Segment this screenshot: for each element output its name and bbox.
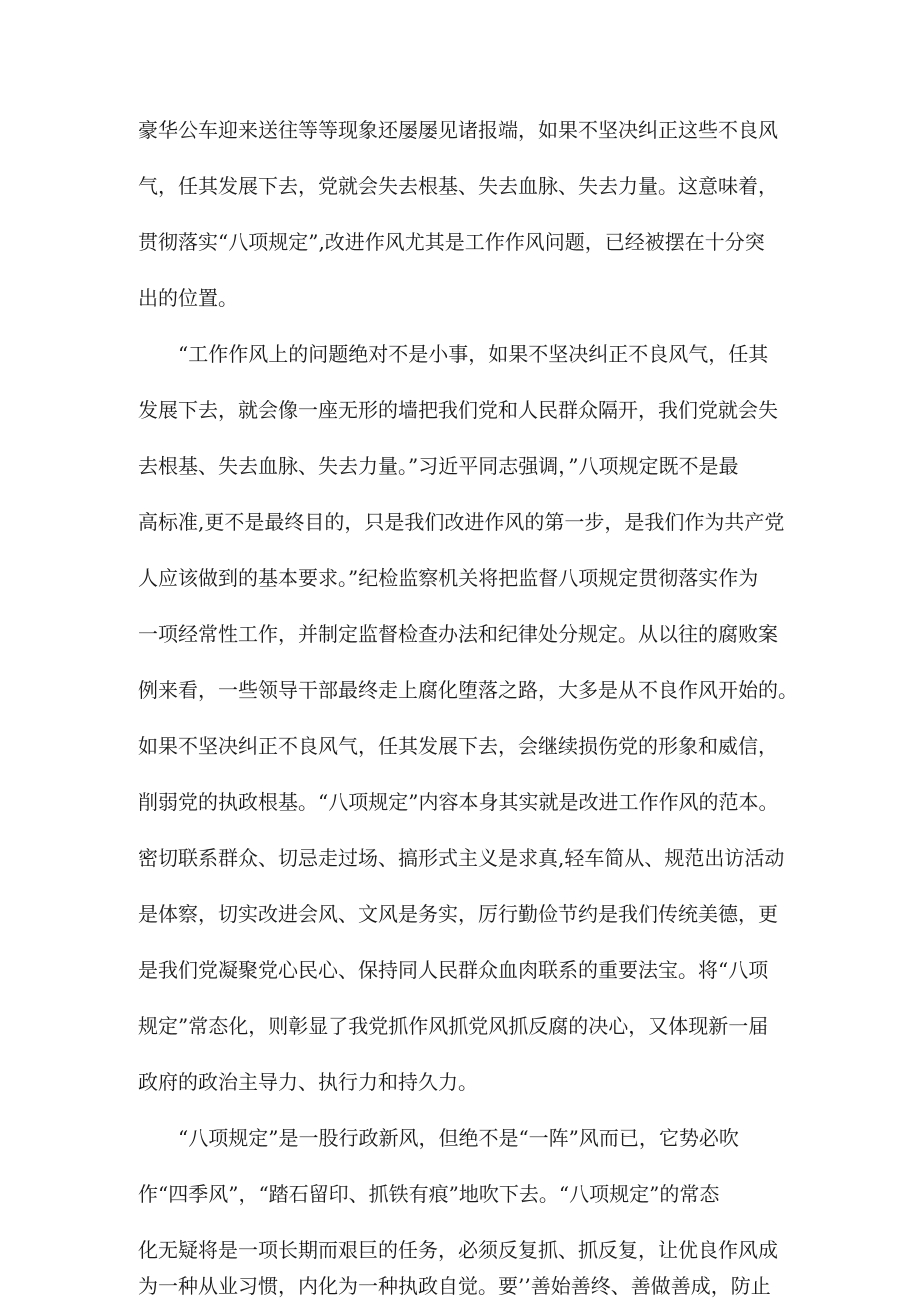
text-line: 削弱党的执政根基。“八项规定”内容本身其实就是改进工作作风的范本。 (138, 790, 779, 814)
text-line: 去根基、失去血脉、失去力量。”习近平同志强调，”八项规定既不是最 (138, 454, 739, 478)
text-line: 人应该做到的基本要求。”纪检监察机关将把监督八项规定贯彻落实作为 (138, 566, 759, 590)
paragraph-first-line: “八项规定”是一股行政新风，但绝不是“一阵”风而已，它势必吹 (178, 1126, 739, 1150)
text-line: 例来看，一些领导干部最终走上腐化堕落之路，大多是从不良作风开始的。 (138, 678, 798, 702)
text-line: 密切联系群众、切忌走过场、搞形式主义是求真,轻车简从、规范出访活动 (138, 846, 785, 870)
text-line: 气，任其发展下去，党就会失去根基、失去血脉、失去力量。这意味着， (138, 174, 778, 198)
text-line: 化无疑将是一项长期而艰巨的任务，必须反复抓、抓反复，让优良作风成 (138, 1238, 778, 1262)
text-line: 贯彻落实“八项规定”,改进作风尤其是工作作风问题，已经被摆在十分突 (138, 230, 765, 254)
text-line: 是我们党凝聚党心民心、保持同人民群众血肉联系的重要法宝。将“八项 (138, 958, 769, 982)
text-line: 高标准,更不是最终目的，只是我们改进作风的第一步，是我们作为共产党 (138, 510, 785, 534)
text-line: 豪华公车迎来送往等等现象还屡屡见诸报端，如果不坚决纠正这些不良风 (138, 118, 778, 142)
text-line: 出的位置。 (138, 286, 238, 310)
text-line: 是体察，切实改进会风、文风是务实，厉行勤俭节约是我们传统美德，更 (138, 902, 778, 926)
text-line: 为一种从业习惯，内化为一种执政自觉。要’’善始善终、善做善成，防止 (138, 1274, 771, 1298)
text-line: 政府的政治主导力、执行力和持久力。 (138, 1070, 478, 1094)
text-line: 规定”常态化，则彰显了我党抓作风抓党风抓反腐的决心，又体现新一届 (138, 1014, 769, 1038)
text-line: 如果不坚决纠正不良风气，任其发展下去，会继续损伤党的形象和威信， (138, 734, 778, 758)
text-line: 一项经常性工作，并制定监督检查办法和纪律处分规定。从以往的腐败案 (138, 622, 778, 646)
text-line: 作“四季风”，“踏石留印、抓铁有痕”地吹下去。“八项规定”的常态 (138, 1182, 720, 1206)
paragraph-first-line: “工作作风上的问题绝对不是小事，如果不坚决纠正不良风气，任其 (178, 342, 769, 366)
text-line: 发展下去，就会像一座无形的墙把我们党和人民群众隔开，我们党就会失 (138, 398, 778, 422)
